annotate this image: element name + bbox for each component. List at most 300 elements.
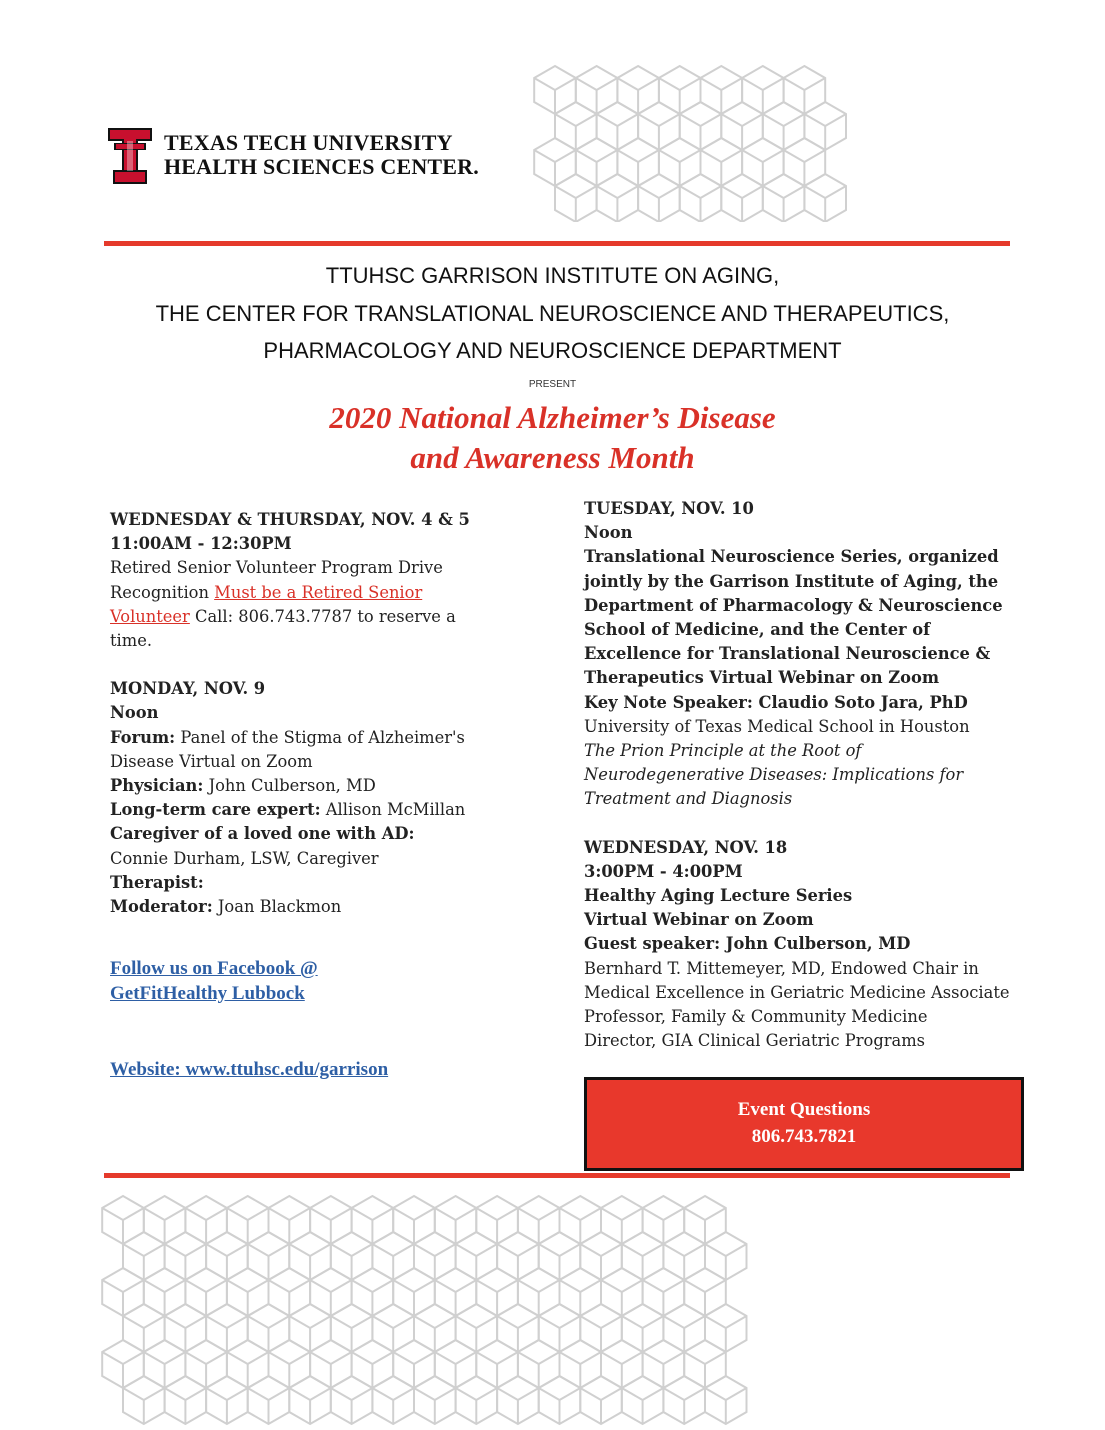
- cube-edge: [206, 1208, 227, 1220]
- cube-edge: [763, 114, 784, 126]
- cube-edge: [352, 1208, 373, 1220]
- cube-edge: [165, 1352, 186, 1364]
- cube-edge: [414, 1208, 435, 1220]
- left-column: [110, 508, 490, 919]
- cube-edge: [580, 1352, 601, 1364]
- cube-edge: [726, 1316, 747, 1328]
- event1-time: 11:00AM - 12:30PM: [110, 534, 292, 554]
- cube-edge: [497, 1208, 518, 1220]
- cube-edge: [102, 1352, 123, 1364]
- cube-edge: [123, 1316, 144, 1328]
- cube-edge: [601, 1208, 622, 1220]
- cube-edge: [372, 1388, 393, 1400]
- cube-edge: [144, 1316, 165, 1328]
- cube-edge: [659, 186, 680, 198]
- cube-edge: [576, 78, 597, 90]
- facebook-link-line-1[interactable]: Follow us on Facebook @: [110, 958, 318, 979]
- title-line-2: and Awareness Month: [410, 440, 695, 475]
- cube-edge: [476, 1280, 497, 1292]
- cube-edge: [310, 1244, 331, 1256]
- cube-edge: [560, 1208, 581, 1220]
- cube-edge: [518, 1208, 539, 1220]
- cube-edge: [393, 1388, 414, 1400]
- event3-affiliation: University of Texas Medical School in Houston: [584, 716, 970, 736]
- retired-volunteer-link[interactable]: Must be a Retired Senior: [214, 582, 423, 602]
- moderator-label: Moderator:: [110, 897, 213, 917]
- cube-edge: [248, 1316, 269, 1328]
- cube-edge: [560, 1352, 581, 1364]
- cube-edge: [684, 1352, 705, 1364]
- cube-edge: [269, 1208, 290, 1220]
- cube-edge: [721, 186, 742, 198]
- cube-edge: [289, 1316, 310, 1328]
- event2-ltc: [110, 798, 490, 822]
- cube-edge: [165, 1316, 186, 1328]
- cube-edge: [123, 1388, 144, 1400]
- cube-edge: [638, 150, 659, 162]
- cube-edge: [518, 1244, 539, 1256]
- event2-caregiver-text: Connie Durham, LSW, Caregiver: [110, 848, 379, 868]
- header-line-2: THE CENTER FOR TRANSLATIONAL NEUROSCIENCE AND THERAPEUTICS,: [155, 301, 950, 326]
- event4-date: WEDNESDAY, NOV. 18: [584, 837, 788, 857]
- cube-edge: [680, 78, 701, 90]
- cube-edge: [518, 1316, 539, 1328]
- header-line-3: PHARMACOLOGY AND NEUROSCIENCE DEPARTMENT: [263, 338, 842, 363]
- ttuhsc-logo: [108, 128, 508, 188]
- cube-edge: [144, 1352, 165, 1364]
- hexagon-pattern-top: [525, 62, 965, 222]
- cube-edge: [680, 186, 701, 198]
- cube-edge: [331, 1280, 352, 1292]
- cube-edge: [721, 150, 742, 162]
- cube-edge: [701, 186, 722, 198]
- cube-edge: [804, 150, 825, 162]
- event2-forum-cont: Disease Virtual on Zoom: [110, 751, 313, 771]
- cube-edge: [165, 1244, 186, 1256]
- cube-edge: [269, 1352, 290, 1364]
- cube-edge: [622, 1208, 643, 1220]
- cube-edge: [555, 186, 576, 198]
- cube-edge: [617, 114, 638, 126]
- event1-desc-1: Retired Senior Volunteer Program Drive: [110, 558, 443, 578]
- cube-edge: [659, 114, 680, 126]
- cube-edge: [705, 1280, 726, 1292]
- cube-edge: [580, 1280, 601, 1292]
- cube-edge: [456, 1388, 477, 1400]
- cube-edge: [476, 1388, 497, 1400]
- ltc-text: Allison McMillan: [320, 800, 466, 820]
- cube-edge: [518, 1280, 539, 1292]
- event1-desc-2-text: Recognition: [110, 582, 215, 602]
- cube-edge: [705, 1316, 726, 1328]
- cube-edge: [185, 1280, 206, 1292]
- event3-talk-1: The Prion Principle at the Root of: [584, 741, 862, 761]
- cube-edge: [518, 1388, 539, 1400]
- cube-edge: [393, 1208, 414, 1220]
- cube-edge: [580, 1244, 601, 1256]
- cube-edge: [705, 1208, 726, 1220]
- retired-volunteer-link-cont[interactable]: Volunteer: [110, 606, 190, 626]
- title-line-1: 2020 National Alzheimer’s Disease: [329, 400, 776, 435]
- cube-edge: [435, 1352, 456, 1364]
- facebook-link-line-2[interactable]: GetFitHealthy Lubbock: [110, 983, 305, 1004]
- cube-edge: [248, 1280, 269, 1292]
- cube-edge: [144, 1280, 165, 1292]
- cube-edge: [248, 1244, 269, 1256]
- cube-edge: [643, 1352, 664, 1364]
- cube-edge: [352, 1388, 373, 1400]
- cube-edge: [227, 1280, 248, 1292]
- cube-edge: [269, 1244, 290, 1256]
- event4-series: Healthy Aging Lecture Series: [584, 886, 853, 906]
- cube-edge: [825, 186, 846, 198]
- cube-edge: [372, 1208, 393, 1220]
- event2-physician: [110, 774, 490, 798]
- cube-edge: [185, 1244, 206, 1256]
- event2-time: Noon: [110, 703, 159, 723]
- event2-therapist-label: Therapist:: [110, 872, 204, 892]
- cube-edge: [435, 1280, 456, 1292]
- cube-edge: [206, 1388, 227, 1400]
- cube-edge: [310, 1352, 331, 1364]
- cube-edge: [476, 1208, 497, 1220]
- cube-edge: [597, 78, 618, 90]
- cube-edge: [123, 1244, 144, 1256]
- cube-edge: [331, 1208, 352, 1220]
- cube-edge: [555, 114, 576, 126]
- cube-edge: [622, 1352, 643, 1364]
- cube-edge: [643, 1280, 664, 1292]
- cube-edge: [555, 78, 576, 90]
- physician-text: John Culberson, MD: [203, 776, 376, 796]
- cube-edge: [560, 1316, 581, 1328]
- cube-edge: [742, 186, 763, 198]
- cube-edge: [227, 1352, 248, 1364]
- cube-edge: [393, 1352, 414, 1364]
- cube-edge: [701, 78, 722, 90]
- cube-edge: [643, 1244, 664, 1256]
- cube-edge: [684, 1388, 705, 1400]
- cube-edge: [414, 1280, 435, 1292]
- cube-edge: [643, 1316, 664, 1328]
- cube-edge: [165, 1208, 186, 1220]
- present-label: PRESENT: [528, 379, 577, 390]
- cube-edge: [726, 1388, 747, 1400]
- cube-edge: [701, 114, 722, 126]
- website-link[interactable]: Website: www.ttuhsc.edu/garrison: [110, 1059, 389, 1080]
- cube-edge: [680, 114, 701, 126]
- cube-edge: [497, 1280, 518, 1292]
- event2-date: MONDAY, NOV. 9: [110, 679, 266, 699]
- cube-edge: [601, 1352, 622, 1364]
- cube-edge: [659, 150, 680, 162]
- cube-edge: [763, 78, 784, 90]
- cube-edge: [705, 1352, 726, 1364]
- physician-label: Physician:: [110, 776, 204, 796]
- cube-edge: [663, 1316, 684, 1328]
- cube-edge: [763, 186, 784, 198]
- cube-edge: [576, 150, 597, 162]
- cube-edge: [269, 1280, 290, 1292]
- cube-edge: [456, 1352, 477, 1364]
- cube-edge: [539, 1316, 560, 1328]
- cube-edge: [560, 1244, 581, 1256]
- event4-time: 3:00PM - 4:00PM: [584, 861, 743, 881]
- cube-edge: [289, 1388, 310, 1400]
- cube-edge: [435, 1244, 456, 1256]
- cube-edge: [414, 1352, 435, 1364]
- cube-edge: [310, 1208, 331, 1220]
- event4-bio-1: Bernhard T. Mittemeyer, MD, Endowed Chair in: [584, 958, 979, 978]
- event1-date: WEDNESDAY & THURSDAY, NOV. 4 & 5: [110, 510, 470, 529]
- event3-series-5: Excellence for Translational Neuroscience &: [584, 644, 991, 664]
- cube-edge: [663, 1388, 684, 1400]
- cube-edge: [784, 78, 805, 90]
- cube-edge: [269, 1388, 290, 1400]
- cube-edge: [539, 1352, 560, 1364]
- cube-edge: [534, 78, 555, 90]
- cube-edge: [144, 1208, 165, 1220]
- cube-edge: [289, 1244, 310, 1256]
- cube-edge: [372, 1244, 393, 1256]
- cube-edge: [726, 1244, 747, 1256]
- cube-edge: [784, 186, 805, 198]
- event-questions-label: Event Questions: [737, 1099, 871, 1120]
- cube-edge: [597, 114, 618, 126]
- cube-edge: [705, 1388, 726, 1400]
- event1-desc-3: [110, 605, 490, 629]
- cube-edge: [393, 1316, 414, 1328]
- header-line-1: TTUHSC GARRISON INSTITUTE ON AGING,: [325, 263, 780, 288]
- cube-edge: [144, 1244, 165, 1256]
- cube-edge: [352, 1244, 373, 1256]
- facebook-link[interactable]: [110, 956, 318, 1006]
- event-questions-phone: 806.743.7821: [751, 1126, 857, 1147]
- event3-date: TUESDAY, NOV. 10: [584, 499, 754, 518]
- cube-edge: [497, 1244, 518, 1256]
- cube-edge: [435, 1388, 456, 1400]
- cube-edge: [227, 1388, 248, 1400]
- double-t-logo-icon: [108, 128, 152, 184]
- cube-edge: [393, 1280, 414, 1292]
- cube-edge: [289, 1208, 310, 1220]
- cube-edge: [659, 78, 680, 90]
- cube-edge: [742, 78, 763, 90]
- cube-edge: [622, 1280, 643, 1292]
- cube-edge: [825, 114, 846, 126]
- cube-edge: [269, 1316, 290, 1328]
- cube-edge: [680, 150, 701, 162]
- right-column: [584, 497, 1014, 1053]
- cube-edge: [310, 1316, 331, 1328]
- event4-venue: Virtual Webinar on Zoom: [584, 910, 814, 930]
- cube-edge: [310, 1388, 331, 1400]
- cube-edge: [721, 78, 742, 90]
- cube-edge: [804, 114, 825, 126]
- event3-speaker: Key Note Speaker: Claudio Soto Jara, PhD: [584, 692, 968, 712]
- bottom-divider: [104, 1173, 1010, 1178]
- cube-edge: [227, 1244, 248, 1256]
- event3-series-3: Department of Pharmacology & Neuroscience: [584, 595, 1003, 615]
- cube-edge: [560, 1388, 581, 1400]
- cube-edge: [456, 1280, 477, 1292]
- forum-text: Panel of the Stigma of Alzheimer's: [175, 727, 465, 747]
- cube-edge: [393, 1244, 414, 1256]
- cube-edge: [622, 1244, 643, 1256]
- cube-edge: [331, 1352, 352, 1364]
- event4-bio-3: Professor, Family & Community Medicine: [584, 1007, 928, 1027]
- forum-label: Forum:: [110, 727, 176, 747]
- top-divider: [104, 241, 1010, 246]
- cube-edge: [539, 1244, 560, 1256]
- cube-edge: [372, 1280, 393, 1292]
- cube-edge: [310, 1280, 331, 1292]
- cube-edge: [331, 1316, 352, 1328]
- event3-series-4: School of Medicine, and the Center of: [584, 620, 931, 640]
- cube-edge: [701, 150, 722, 162]
- cube-edge: [617, 78, 638, 90]
- cube-edge: [185, 1352, 206, 1364]
- event2-caregiver-label: Caregiver of a loved one with AD:: [110, 824, 415, 844]
- cube-edge: [227, 1208, 248, 1220]
- cube-edge: [185, 1208, 206, 1220]
- event3-series-6: Therapeutics Virtual Webinar on Zoom: [584, 668, 940, 688]
- cube-edge: [705, 1244, 726, 1256]
- cube-edge: [372, 1316, 393, 1328]
- cube-edge: [643, 1208, 664, 1220]
- cube-edge: [497, 1388, 518, 1400]
- cube-edge: [804, 186, 825, 198]
- event1-desc-4: time.: [110, 631, 152, 651]
- cube-edge: [617, 150, 638, 162]
- cube-edge: [742, 150, 763, 162]
- event3-time: Noon: [584, 523, 633, 543]
- event-questions-box: [584, 1077, 1024, 1171]
- cube-edge: [352, 1352, 373, 1364]
- event1-call-text: Call: 806.743.7787 to reserve a: [189, 606, 456, 626]
- cube-edge: [597, 186, 618, 198]
- cube-edge: [248, 1352, 269, 1364]
- event3-series-1: Translational Neuroscience Series, organized: [584, 547, 999, 567]
- event3-talk-2: Neurodegenerative Diseases: Implications for: [584, 765, 964, 785]
- cube-edge: [414, 1316, 435, 1328]
- event1-desc-2: [110, 581, 490, 605]
- cube-edge: [435, 1316, 456, 1328]
- cube-edge: [476, 1352, 497, 1364]
- cube-edge: [576, 186, 597, 198]
- logo-line-2: HEALTH SCIENCES CENTER.: [164, 154, 479, 179]
- cube-edge: [742, 114, 763, 126]
- cube-edge: [185, 1388, 206, 1400]
- cube-edge: [684, 1244, 705, 1256]
- cube-edge: [206, 1316, 227, 1328]
- cube-edge: [497, 1316, 518, 1328]
- cube-edge: [580, 1388, 601, 1400]
- cube-edge: [352, 1316, 373, 1328]
- hexagon-pattern-bottom: [98, 1192, 1016, 1430]
- cube-edge: [476, 1244, 497, 1256]
- cube-edge: [663, 1244, 684, 1256]
- cube-edge: [580, 1208, 601, 1220]
- cube-edge: [497, 1352, 518, 1364]
- cube-edge: [102, 1280, 123, 1292]
- cube-edge: [144, 1388, 165, 1400]
- event4-bio-4: Director, GIA Clinical Geriatric Programs: [584, 1031, 926, 1051]
- cube-edge: [456, 1316, 477, 1328]
- cube-edge: [248, 1208, 269, 1220]
- cube-edge: [555, 150, 576, 162]
- cube-edge: [456, 1244, 477, 1256]
- event2-moderator: [110, 895, 490, 919]
- cube-edge: [684, 1280, 705, 1292]
- cube-edge: [206, 1352, 227, 1364]
- cube-edge: [560, 1280, 581, 1292]
- cube-edge: [123, 1208, 144, 1220]
- event4-speaker: Guest speaker: John Culberson, MD: [584, 934, 911, 954]
- cube-edge: [456, 1208, 477, 1220]
- cube-edge: [638, 186, 659, 198]
- cube-edge: [331, 1244, 352, 1256]
- cube-edge: [622, 1316, 643, 1328]
- cube-edge: [165, 1388, 186, 1400]
- cube-edge: [476, 1316, 497, 1328]
- cube-edge: [601, 1280, 622, 1292]
- cube-edge: [539, 1280, 560, 1292]
- cube-edge: [206, 1244, 227, 1256]
- cube-edge: [248, 1388, 269, 1400]
- cube-edge: [539, 1388, 560, 1400]
- cube-edge: [227, 1316, 248, 1328]
- event4-bio-2: Medical Excellence in Geriatric Medicine Associate: [584, 982, 1010, 1002]
- cube-edge: [638, 114, 659, 126]
- cube-edge: [601, 1388, 622, 1400]
- cube-edge: [597, 150, 618, 162]
- cube-edge: [622, 1388, 643, 1400]
- cube-edge: [601, 1316, 622, 1328]
- cube-edge: [763, 150, 784, 162]
- cube-edge: [576, 114, 597, 126]
- event3-talk-3: Treatment and Diagnosis: [584, 789, 793, 809]
- event3-series-2: jointly by the Garrison Institute of Aging, the: [584, 571, 999, 591]
- cube-edge: [165, 1280, 186, 1292]
- cube-edge: [784, 114, 805, 126]
- cube-edge: [331, 1388, 352, 1400]
- moderator-text: Joan Blackmon: [212, 897, 342, 917]
- cube-edge: [601, 1244, 622, 1256]
- cube-edge: [684, 1316, 705, 1328]
- cube-edge: [638, 78, 659, 90]
- cube-edge: [206, 1280, 227, 1292]
- cube-edge: [102, 1208, 123, 1220]
- cube-edge: [643, 1388, 664, 1400]
- cube-edge: [289, 1352, 310, 1364]
- cube-edge: [784, 150, 805, 162]
- ltc-label: Long-term care expert:: [110, 800, 321, 820]
- cube-edge: [684, 1208, 705, 1220]
- page-title: [0, 398, 1105, 478]
- cube-edge: [663, 1280, 684, 1292]
- cube-edge: [721, 114, 742, 126]
- cube-edge: [414, 1388, 435, 1400]
- cube-edge: [617, 186, 638, 198]
- cube-edge: [663, 1208, 684, 1220]
- cube-edge: [435, 1208, 456, 1220]
- cube-edge: [123, 1280, 144, 1292]
- cube-edge: [518, 1352, 539, 1364]
- cube-edge: [352, 1280, 373, 1292]
- event2-forum: [110, 726, 490, 750]
- cube-edge: [580, 1316, 601, 1328]
